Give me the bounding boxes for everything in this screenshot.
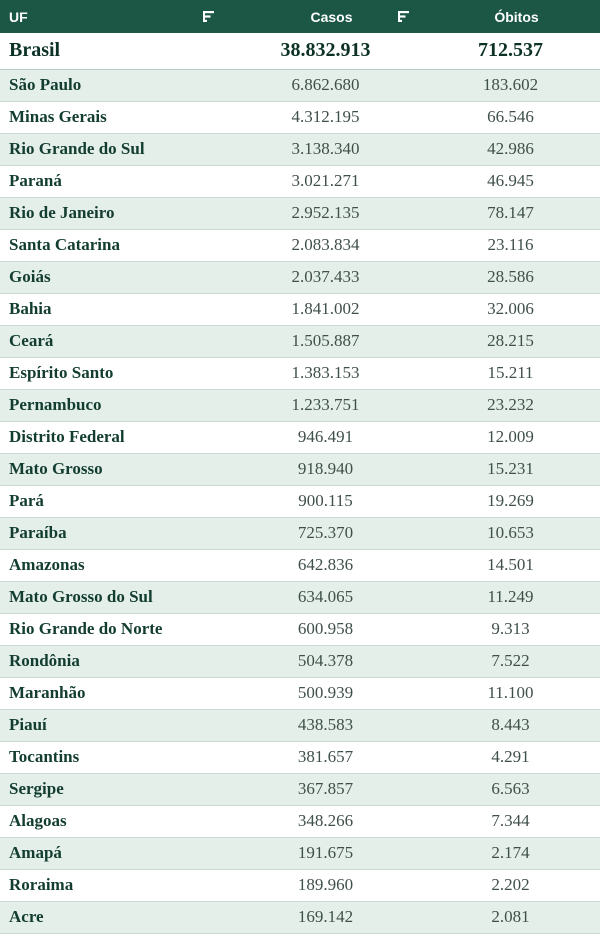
table-row xyxy=(0,69,600,101)
cell-obitos: 8.443 xyxy=(424,709,600,741)
cell-obitos: 28.586 xyxy=(424,261,600,293)
table-row xyxy=(0,805,600,837)
cell-uf: Rondônia xyxy=(0,645,239,677)
table-row xyxy=(0,709,600,741)
cell-obitos: 42.986 xyxy=(424,133,600,165)
cell-casos: 500.939 xyxy=(239,677,424,709)
cell-obitos: 14.501 xyxy=(424,549,600,581)
cell-casos: 191.675 xyxy=(239,837,424,869)
cell-obitos: 6.563 xyxy=(424,773,600,805)
cell-casos: 2.952.135 xyxy=(239,197,424,229)
cell-obitos: 10.653 xyxy=(424,517,600,549)
column-header-obitos-label: Óbitos xyxy=(494,8,539,25)
cell-obitos: 28.215 xyxy=(424,325,600,357)
cell-uf: Roraima xyxy=(0,869,239,901)
table-row xyxy=(0,773,600,805)
cell-uf: Minas Gerais xyxy=(0,101,239,133)
table-row xyxy=(0,421,600,453)
cell-uf: Rio de Janeiro xyxy=(0,197,239,229)
cell-uf: Brasil xyxy=(0,33,239,69)
cell-casos: 725.370 xyxy=(239,517,424,549)
cell-casos: 2.083.834 xyxy=(239,229,424,261)
cell-uf: Paraíba xyxy=(0,517,239,549)
table-row xyxy=(0,165,600,197)
filter-icon[interactable] xyxy=(396,9,412,25)
table-row xyxy=(0,549,600,581)
cell-obitos: 66.546 xyxy=(424,101,600,133)
cell-obitos: 712.537 xyxy=(424,33,600,69)
cell-uf: Maranhão xyxy=(0,677,239,709)
cell-uf: Paraná xyxy=(0,165,239,197)
cell-casos: 169.142 xyxy=(239,901,424,933)
cell-casos: 367.857 xyxy=(239,773,424,805)
table-row xyxy=(0,581,600,613)
cell-casos: 3.138.340 xyxy=(239,133,424,165)
cell-uf: Tocantins xyxy=(0,741,239,773)
column-header-casos-label: Casos xyxy=(310,8,353,25)
cell-obitos: 23.116 xyxy=(424,229,600,261)
table-row xyxy=(0,485,600,517)
cell-uf: Amapá xyxy=(0,837,239,869)
cell-casos: 1.841.002 xyxy=(239,293,424,325)
cell-uf: Ceará xyxy=(0,325,239,357)
cell-obitos: 7.344 xyxy=(424,805,600,837)
cell-uf: Rio Grande do Sul xyxy=(0,133,239,165)
table-row xyxy=(0,133,600,165)
cell-obitos: 11.100 xyxy=(424,677,600,709)
cell-casos: 634.065 xyxy=(239,581,424,613)
table-row xyxy=(0,293,600,325)
table-row xyxy=(0,389,600,421)
table-row xyxy=(0,677,600,709)
cell-uf: Bahia xyxy=(0,293,239,325)
cell-casos: 1.233.751 xyxy=(239,389,424,421)
table-row xyxy=(0,453,600,485)
cell-uf: Sergipe xyxy=(0,773,239,805)
table-row xyxy=(0,197,600,229)
table-row xyxy=(0,869,600,901)
cell-obitos: 32.006 xyxy=(424,293,600,325)
cell-casos: 504.378 xyxy=(239,645,424,677)
table-row xyxy=(0,357,600,389)
column-header-uf[interactable] xyxy=(0,0,239,33)
cell-obitos: 23.232 xyxy=(424,389,600,421)
table-row xyxy=(0,901,600,933)
cell-uf: Piauí xyxy=(0,709,239,741)
cell-casos: 438.583 xyxy=(239,709,424,741)
cell-casos: 1.383.153 xyxy=(239,357,424,389)
cell-casos: 1.505.887 xyxy=(239,325,424,357)
cell-casos: 381.657 xyxy=(239,741,424,773)
cell-obitos: 9.313 xyxy=(424,613,600,645)
cell-casos: 642.836 xyxy=(239,549,424,581)
cell-casos: 6.862.680 xyxy=(239,69,424,101)
table-header xyxy=(0,0,600,33)
table-row xyxy=(0,645,600,677)
table-row xyxy=(0,517,600,549)
cell-uf: Alagoas xyxy=(0,805,239,837)
table-row-total xyxy=(0,33,600,69)
table-row xyxy=(0,837,600,869)
table-body xyxy=(0,33,600,933)
filter-icon[interactable] xyxy=(201,9,217,25)
cell-casos: 38.832.913 xyxy=(239,33,424,69)
cell-uf: Espírito Santo xyxy=(0,357,239,389)
column-header-uf-label: UF xyxy=(9,8,28,25)
cell-casos: 4.312.195 xyxy=(239,101,424,133)
cell-casos: 918.940 xyxy=(239,453,424,485)
table-row xyxy=(0,325,600,357)
cell-obitos: 2.174 xyxy=(424,837,600,869)
cell-uf: Santa Catarina xyxy=(0,229,239,261)
cell-uf: Amazonas xyxy=(0,549,239,581)
column-header-casos[interactable] xyxy=(239,0,424,33)
cell-casos: 3.021.271 xyxy=(239,165,424,197)
cell-uf: Goiás xyxy=(0,261,239,293)
cell-obitos: 12.009 xyxy=(424,421,600,453)
cell-casos: 348.266 xyxy=(239,805,424,837)
cell-casos: 2.037.433 xyxy=(239,261,424,293)
table-row xyxy=(0,613,600,645)
cell-obitos: 78.147 xyxy=(424,197,600,229)
cell-uf: Rio Grande do Norte xyxy=(0,613,239,645)
cell-uf: Mato Grosso xyxy=(0,453,239,485)
cell-obitos: 183.602 xyxy=(424,69,600,101)
cell-uf: Mato Grosso do Sul xyxy=(0,581,239,613)
cell-uf: Acre xyxy=(0,901,239,933)
cell-casos: 900.115 xyxy=(239,485,424,517)
cell-obitos: 15.211 xyxy=(424,357,600,389)
cell-obitos: 7.522 xyxy=(424,645,600,677)
table-row xyxy=(0,741,600,773)
table-header-row xyxy=(0,0,600,33)
table-row xyxy=(0,101,600,133)
cell-uf: Pará xyxy=(0,485,239,517)
cell-uf: Pernambuco xyxy=(0,389,239,421)
table-row xyxy=(0,261,600,293)
cell-obitos: 2.202 xyxy=(424,869,600,901)
cell-obitos: 15.231 xyxy=(424,453,600,485)
cell-casos: 946.491 xyxy=(239,421,424,453)
cell-obitos: 2.081 xyxy=(424,901,600,933)
column-header-obitos[interactable] xyxy=(424,0,600,33)
cell-obitos: 46.945 xyxy=(424,165,600,197)
cell-uf: Distrito Federal xyxy=(0,421,239,453)
table-row xyxy=(0,229,600,261)
cell-obitos: 19.269 xyxy=(424,485,600,517)
cell-obitos: 4.291 xyxy=(424,741,600,773)
cell-casos: 600.958 xyxy=(239,613,424,645)
cell-casos: 189.960 xyxy=(239,869,424,901)
cell-uf: São Paulo xyxy=(0,69,239,101)
cell-obitos: 11.249 xyxy=(424,581,600,613)
